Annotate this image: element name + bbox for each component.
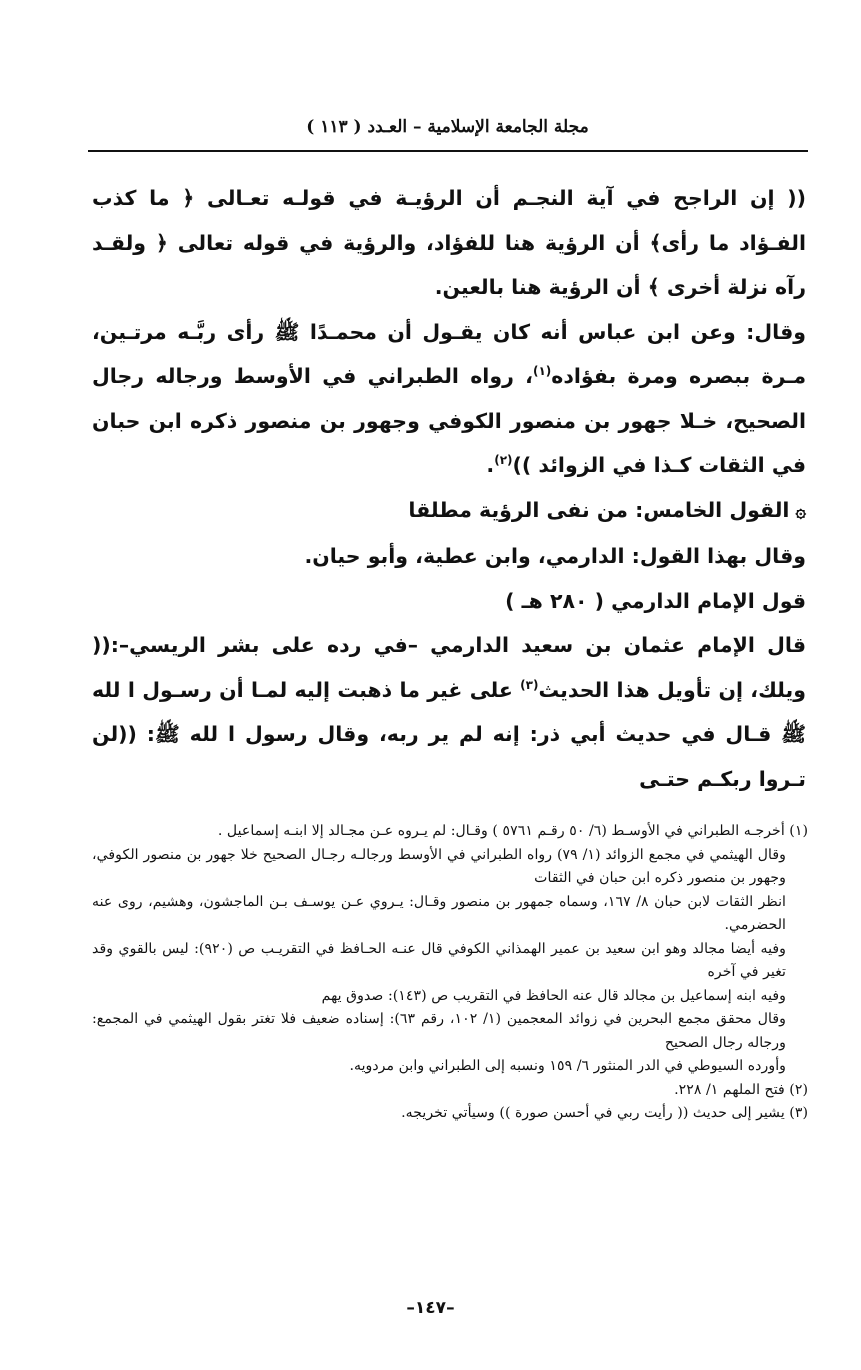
footnote-ref-1[interactable]: (١) xyxy=(532,364,552,379)
footnote-2: (٢) فتح الملهم ١/ ٢٢٨. xyxy=(674,1081,808,1098)
paragraph-darimi-quote xyxy=(92,623,806,801)
section-heading-fifth-opinion xyxy=(92,488,806,535)
paragraph-najm-verse: (( إن الراجح في آية النجـم أن الرؤيـة في قولـه تعـالى ﴿ ما كذب الفـؤاد ما رأى﴾ أن الرؤية هنا للفؤاد، والرؤية في قوله تعالى ﴿ ولقـد رآه نزلة أخرى ﴾ أن الرؤية هنا بالعين. xyxy=(92,186,806,299)
footnotes xyxy=(92,820,808,1126)
paragraph-ibn-abbas-part1: وقال: وعن ابن عباس أنه كان يقـول أن محمـدًا ﷺ رأى ربَّـه مرتـين، مـرة ببصره ومرة بفؤاده xyxy=(92,319,807,388)
footnote-1-line-2: وقال الهيثمي في مجمع الزوائد (١/ ٧٩) رواه الطبراني في الأوسط ورجالـه رجـال الصحيح خلا جهور بن منصور الكوفي، وجهور بن منصور ذكره ابن حبان في الثقات xyxy=(92,846,786,886)
ornament-icon: ۞ xyxy=(795,500,806,522)
paragraph-ibn-abbas-part2: ، رواه الطبراني في الأوسط ورجاله رجال الصحيح، خـلا جهور بن منصور الكوفي وجهور بن منصور ذكره ابن حبان في الثقات كـذا في الزوائد )) xyxy=(92,364,806,477)
footnote-1-line-1: (١) أخرجـه الطبراني في الأوسـط (٦/ ٥٠ رقـم ٥٧٦١ ) وقـال: لم يـروه عـن مجـالد إلا ابنـه إسماعيل . xyxy=(217,823,808,839)
subheading-darimi: قول الإمام الدارمي ( ٢٨٠ هـ ) xyxy=(505,588,806,613)
section-heading-text: القول الخامس: من نفى الرؤية مطلقا xyxy=(408,497,790,522)
paragraph-darimi-part1: قال الإمام عثمان بن سعيد الدارمي –في رده على بشر الريسي–:(( ويلك، إن تأويل هذا الحديث xyxy=(92,633,806,702)
paragraph-end-dot: . xyxy=(486,453,495,477)
paragraph-darimi-part2: على غير ما ذهبت إليه لمـا أن رسـول ا لله ﷺ قـال في حديث أبي ذر: إنه لم ير ربه، وقال رسول ا لله ﷺ: ((لن تـروا ربكـم حتـى xyxy=(92,677,806,791)
footnote-1-line-7: وأورده السيوطي في الدر المنثور ٦/ ١٥٩ ونسبه إلى الطبراني وابن مردويه. xyxy=(349,1058,786,1074)
footnote-3: (٣) يشير إلى حديث (( رأيت ربي في أحسن صورة )) وسيأتي تخريجه. xyxy=(401,1105,808,1121)
page-number: –١٤٧– xyxy=(406,1298,455,1318)
paragraph-ibn-abbas xyxy=(92,310,806,488)
footnote-1-line-6: وقال محقق مجمع البحرين في زوائد المعجمين (١/ ١٠٢، رقم ٦٣): إسناده ضعيف فلا تغتر بقول الهيثمي في المجمع: ورجاله رجال الصحيح xyxy=(92,1011,786,1051)
footnote-ref-2[interactable]: (٢) xyxy=(494,453,513,468)
footnote-1-line-3: انظر الثقات لابن حبان ٨/ ١٦٧، وسماه جمهور بن منصور وقـال: يـروي عـن يوسـف بـن الماجشون، وهشيم، روى عنه الحضرمي. xyxy=(92,893,786,933)
main-text xyxy=(92,176,806,801)
footnote-1-line-5: وفيه ابنه إسماعيل بن مجالد قال عنه الحافظ في التقريب ص (١٤٣): صدوق يهم xyxy=(321,987,786,1004)
footnote-ref-3[interactable]: (٣) xyxy=(520,677,539,692)
running-header: مجلة الجامعة الإسلامية – العـدد ( ١١٣ ) xyxy=(306,117,589,137)
paragraph-proponents: وقال بهذا القول: الدارمي، وابن عطية، وأبو حيان. xyxy=(304,544,806,568)
footnote-1-line-4: وفيه أيضا مجالد وهو ابن سعيد بن عمير الهمذاني الكوفي قال عنـه الحـافظ في التقريـب ص (٩٢٠): ليس بالقوي وقد تغير في آخره xyxy=(92,940,786,980)
header-rule xyxy=(88,150,808,152)
